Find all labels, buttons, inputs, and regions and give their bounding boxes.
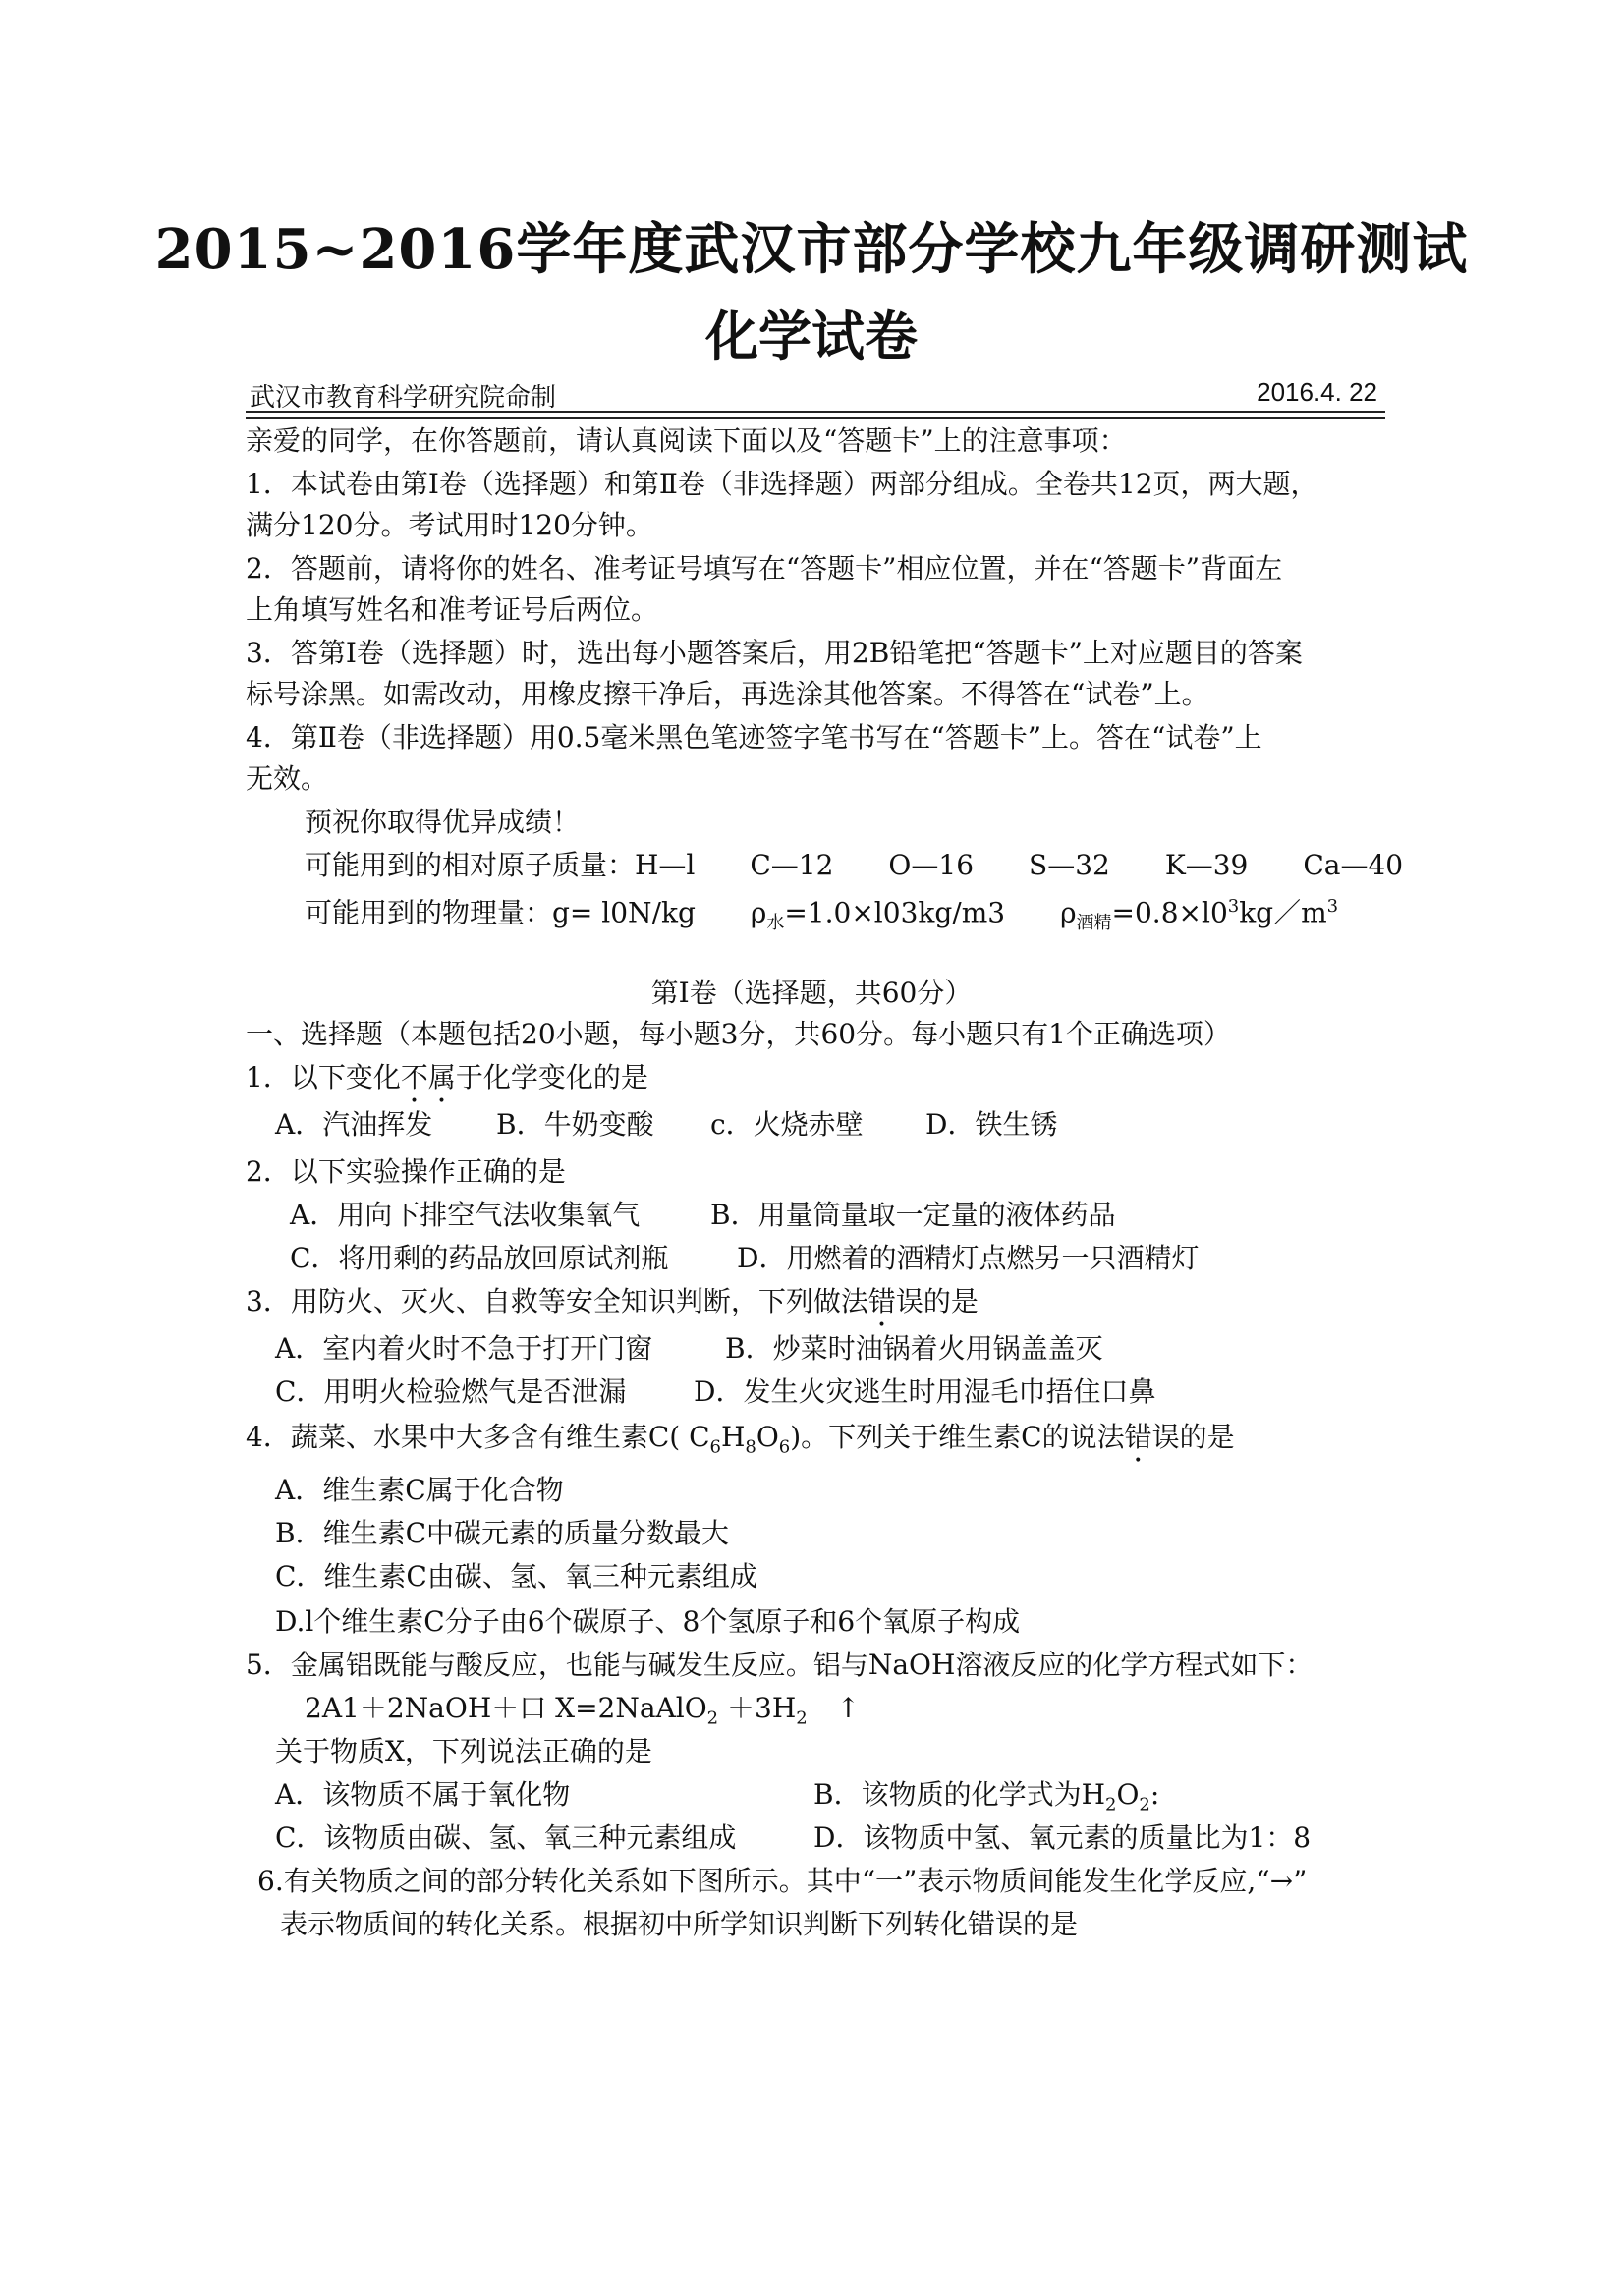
q3-option-b[interactable]: B．炒菜时油锅着火用锅盖盖灭 xyxy=(725,1332,1103,1365)
q5-option-b[interactable] xyxy=(813,1778,1159,1822)
element-symbol: O xyxy=(1116,1778,1140,1811)
subscript: 2 xyxy=(706,1708,719,1729)
q5-sub-stem: 关于物质X，下列说法正确的是 xyxy=(275,1735,652,1767)
physics-prefix: 可能用到的物理量：g= l0N/kg ρ xyxy=(305,896,767,929)
q4-option-d[interactable]: D.l个维生素C分子由6个碳原子、8个氢原子和6个氧原子构成 xyxy=(275,1605,1021,1638)
q1-option-a[interactable]: A．汽油挥发 xyxy=(275,1108,433,1141)
wish-text: 预祝你取得优异成绩！ xyxy=(305,806,581,838)
atomic-masses: 可能用到的相对原子质量：H—l C—12 O—16 S—32 K—39 Ca—40 xyxy=(305,849,1404,881)
question-6-stem: 6.有关物质之间的部分转化关系如下图所示。其中“一”表示物质间能发生化学反应,“→” xyxy=(257,1865,1308,1897)
physical-constants xyxy=(305,890,1338,940)
question-6-stem-cont: 表示物质间的转化关系。根据初中所学知识判断下列转化错误的是 xyxy=(280,1908,1079,1940)
notice-line: 标号涂黑。如需改动，用橡皮擦干净后，再选涂其他答案。不得答在“试卷”上。 xyxy=(246,678,1209,710)
q4-option-b[interactable]: B．维生素C中碳元素的质量分数最大 xyxy=(275,1517,730,1549)
exam-date: 2016.4. 22 xyxy=(1257,377,1377,407)
section-title: 第Ⅰ卷（选择题，共60分） xyxy=(650,977,973,1009)
subscript: 2 xyxy=(1139,1794,1150,1816)
alcohol-subscript: 酒精 xyxy=(1076,912,1112,933)
notice-line: 无效。 xyxy=(246,762,329,795)
notice-line: 满分120分。考试用时120分钟。 xyxy=(246,509,653,541)
q1-option-d[interactable]: D．铁生锈 xyxy=(925,1108,1058,1141)
physics-unit: kg／m xyxy=(1239,896,1327,929)
q1-option-b[interactable]: B．牛奶变酸 xyxy=(496,1108,654,1141)
notice-intro: 亲爱的同学，在你答题前，请认真阅读下面以及“答题卡”上的注意事项： xyxy=(246,424,1127,457)
q1-emphasis: 不属 xyxy=(400,1061,456,1093)
q3-emphasis: 错 xyxy=(867,1285,896,1317)
q1-option-c[interactable]: c．火烧赤壁 xyxy=(710,1108,864,1141)
question-2-stem: 2．以下实验操作正确的是 xyxy=(246,1155,566,1188)
q3-stem-start: 3．用防火、灭火、自救等安全知识判断，下列做法 xyxy=(246,1285,868,1317)
q5-option-c[interactable]: C．该物质由碳、氢、氧三种元素组成 xyxy=(275,1821,737,1854)
equation-left: 2A1＋2NaOH＋口 X=2NaAlO xyxy=(305,1692,707,1724)
question-1-stem xyxy=(246,1061,648,1109)
q2-option-d[interactable]: D．用燃着的酒精灯点燃另一只酒精灯 xyxy=(737,1242,1200,1274)
q3-stem-end: 误的是 xyxy=(895,1285,979,1317)
exam-title: 2015~2016学年度武汉市部分学校九年级调研测试 xyxy=(154,217,1469,282)
q4-stem-mid: )。下列关于维生素C的说法 xyxy=(790,1421,1125,1453)
question-4-stem xyxy=(246,1421,1235,1469)
q4-emphasis: 错 xyxy=(1124,1421,1152,1453)
q3-option-a[interactable]: A．室内着火时不急于打开门窗 xyxy=(275,1332,653,1365)
gas-arrow-icon: ↑ xyxy=(836,1692,861,1724)
q1-stem-start: 1．以下变化 xyxy=(246,1061,401,1093)
q4-option-a[interactable]: A．维生素C属于化合物 xyxy=(275,1474,564,1506)
notice-line: 1．本试卷由第Ⅰ卷（选择题）和第Ⅱ卷（非选择题）两部分组成。全卷共12页，两大题， xyxy=(246,468,1318,500)
water-subscript: 水 xyxy=(766,912,785,933)
q5-option-a[interactable]: A．该物质不属于氧化物 xyxy=(275,1778,571,1811)
q1-stem-end: 于化学变化的是 xyxy=(455,1061,648,1093)
part-heading: 一、选择题（本题包括20小题，每小题3分，共60分。每小题只有1个正确选项） xyxy=(246,1018,1231,1050)
subscript: 6 xyxy=(709,1436,721,1458)
q4-stem-start: 4．蔬菜、水果中大多含有维生素C( C xyxy=(246,1421,710,1453)
element-symbol: O xyxy=(756,1421,779,1453)
notice-line: 4．第Ⅱ卷（非选择题）用0.5毫米黑色笔迹签字笔书写在“答题卡”上。答在“试卷”上 xyxy=(246,721,1262,754)
notice-line: 3．答第Ⅰ卷（选择题）时，选出每小题答案后，用2B铅笔把“答题卡”上对应题目的答案 xyxy=(246,637,1303,669)
issuer: 武汉市教育科学研究院命制 xyxy=(250,383,557,413)
exam-subtitle: 化学试卷 xyxy=(705,305,918,367)
unit-exponent: 3 xyxy=(1326,896,1339,917)
header-rule xyxy=(246,411,1385,413)
header-row xyxy=(246,377,1385,411)
physics-water-value: =1.0×l03kg/m3 ρ xyxy=(784,896,1077,929)
subscript: 2 xyxy=(796,1708,808,1729)
q2-option-a[interactable]: A．用向下排空气法收集氧气 xyxy=(290,1199,641,1231)
q3-option-d[interactable]: D．发生火灾逃生时用湿毛巾捂住口鼻 xyxy=(694,1375,1156,1408)
q5-equation xyxy=(305,1692,860,1736)
q4-option-c[interactable]: C．维生素C由碳、氢、氧三种元素组成 xyxy=(275,1560,757,1593)
question-3-stem xyxy=(246,1285,979,1333)
notice-line: 上角填写姓名和准考证号后两位。 xyxy=(246,593,659,626)
subscript: 8 xyxy=(745,1436,756,1458)
q5-option-b-text: B．该物质的化学式为H xyxy=(813,1778,1105,1811)
notice-line: 2．答题前，请将你的姓名、准考证号填写在“答题卡”相应位置，并在“答题卡”背面左 xyxy=(246,552,1283,585)
subscript: 6 xyxy=(778,1436,791,1458)
subscript: 2 xyxy=(1105,1794,1117,1816)
equation-right: ＋3H xyxy=(718,1692,797,1724)
exponent: 3 xyxy=(1227,896,1240,917)
physics-alcohol-value: =0.8×l0 xyxy=(1111,896,1228,929)
element-symbol: H xyxy=(720,1421,746,1453)
q5-option-d[interactable]: D．该物质中氢、氧元素的质量比为1：8 xyxy=(813,1821,1312,1854)
header-rule-double xyxy=(246,417,1385,419)
q2-option-b[interactable]: B．用量筒量取一定量的液体药品 xyxy=(710,1199,1116,1231)
question-5-stem: 5．金属铝既能与酸反应，也能与碱发生反应。铝与NaOH溶液反应的化学方程式如下： xyxy=(246,1649,1314,1681)
q3-option-c[interactable]: C．用明火检验燃气是否泄漏 xyxy=(275,1375,627,1408)
q4-stem-end: 误的是 xyxy=(1151,1421,1235,1453)
punctuation: : xyxy=(1149,1778,1160,1811)
q2-option-c[interactable]: C．将用剩的药品放回原试剂瓶 xyxy=(290,1242,669,1274)
